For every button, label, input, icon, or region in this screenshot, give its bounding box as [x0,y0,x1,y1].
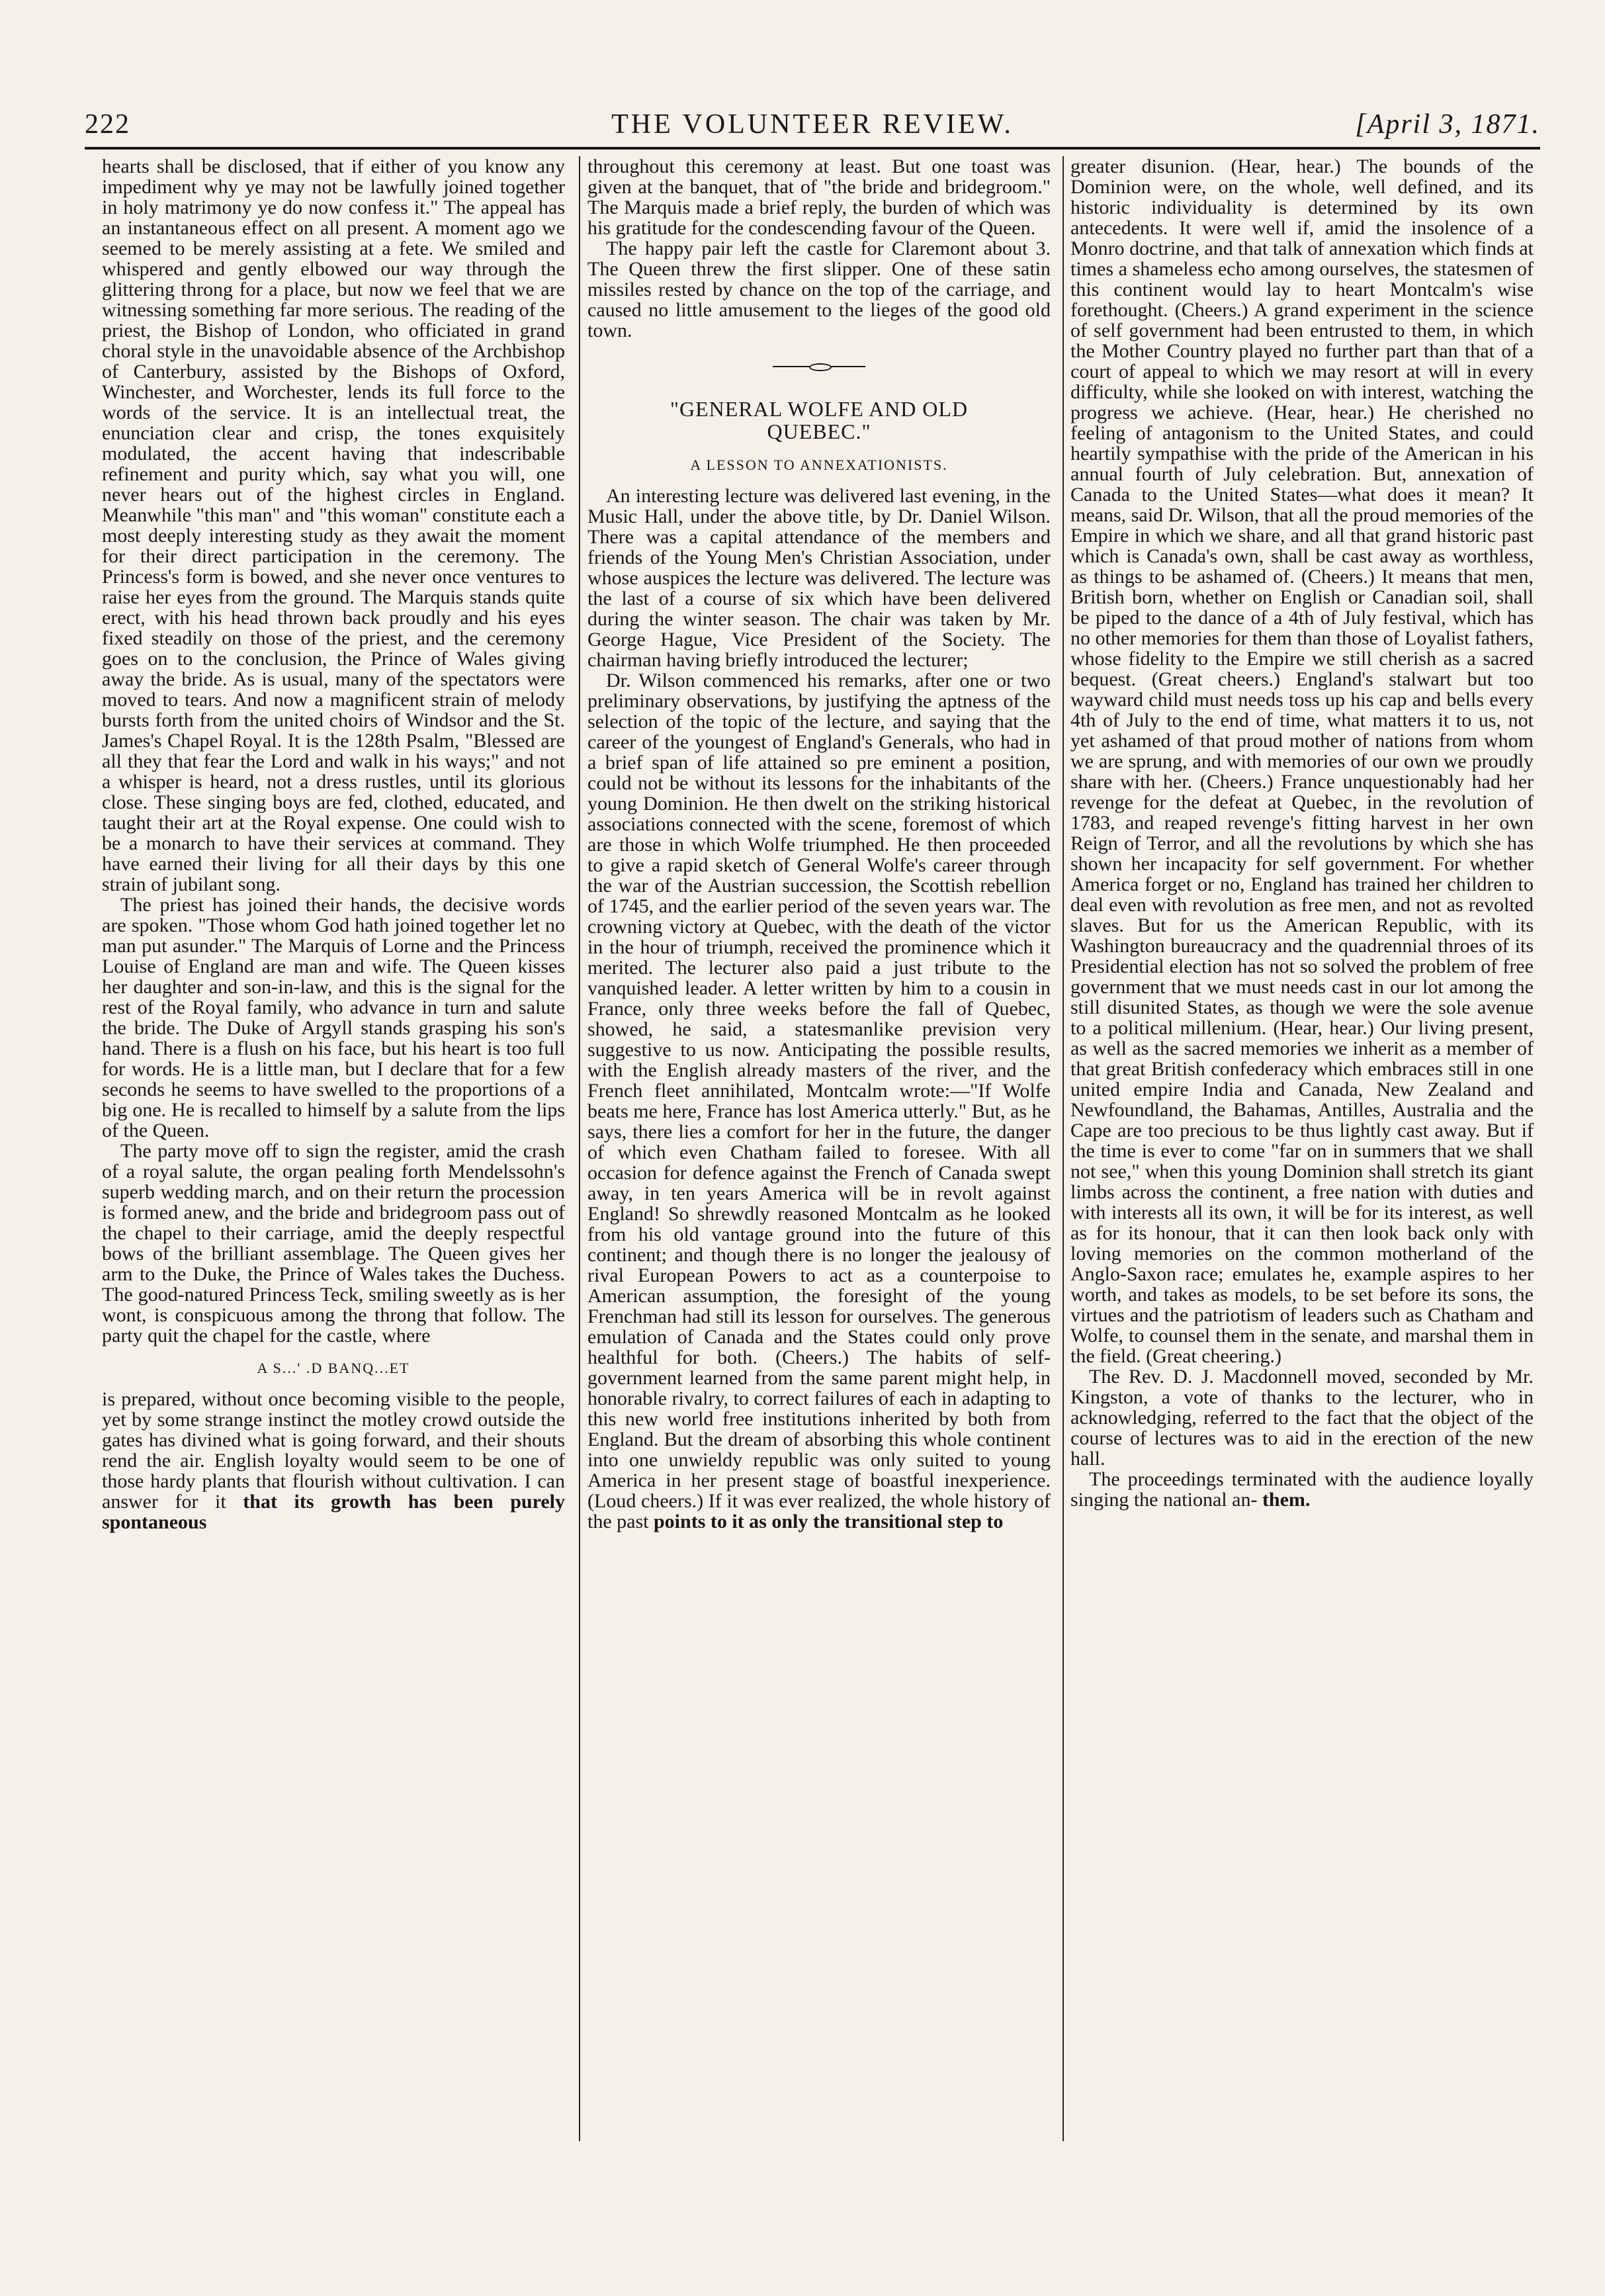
column-separator [1063,156,1064,2141]
page-number: 222 [85,109,130,140]
column-middle [587,156,1051,2141]
page-header [85,106,1540,146]
header-rule [85,147,1540,150]
paragraph-text: The proceedings terminated with the audience loyally singing the national an- [1070,1468,1534,1511]
paragraph: The Rev. D. J. Macdonnell moved, seconded by Mr. Kingston, a vote of thanks to the lecturer, who in acknowledging, referred to the fact that the object of the course of lectures was to aid in the erection of the new hall. [1070,1366,1534,1470]
column-left [102,156,565,2141]
paragraph-text: is prepared, without once becoming visible to the people, yet by some strange instinct the motley crowd outside the gates has divined what is going forward, and their shouts rend the air. English loyalty would seem to be one of those hardy plants that flourish without cultivation. I can answer for it [102,1388,565,1513]
journal-title: THE VOLUNTEER REVIEW. [611,109,1014,140]
paragraph-text: Dr. Wilson commenced his remarks, after one or two preliminary observations, by justifying the aptness of the selection of the topic of the lecture, and saying that the career of the youngest of England's Generals, who had in a brief span of life attained so pre eminent a position, could not be without its lessons for the inhabitants of the young Dominion. He then dwelt on the striking historical associations connected with the scene, foremost of which are those in which Wolfe triumphed. He then proceeded to give a rapid sketch of General Wolfe's career through the war of the Austrian succession, the Scottish rebellion of 1745, and the earlier period of the seven years war. The crowning victory at Quebec, with the death of the victor in the hour of triumph, received the prominence which it merited. The lecturer also paid a just tribute to the vanquished leader. A letter written by him to a cousin in France, only three weeks before the fall of Quebec, showed, he said, a statesmanlike prevision very suggestive to us now. Anticipating the possible results, with the English already masters of the river, and the French fleet annihilated, Montcalm wrote:—"If Wolfe beats me here, France has lost America utterly." But, as he says, there lies a comfort for her in the future, the danger of which even Chatham failed to foresee. With all occasion for defence against the French of Canada swept away, in ten years America will be in revolt against England! So shrewdly reasoned Montcalm as he looked from his old vantage ground into the future of this continent; and though there is no longer the jealousy of rival European Powers to act as a counterpoise to American assumption, the foresight of the young Frenchman had still its lesson for ourselves. The generous emulation of Canada and the States could only prove healthful for both. (Cheers.) The habits of self-government learned from the same parent might help, in honorable rivalry, to correct failures of each in adapting to this new world free institutions inherited by both from England. But the dream of absorbing this whole continent into one unwieldy republic was only suited to young America in her present stage of boastful inexperience. (Loud cheers.) If it was ever realized, the whole history of the past [587,670,1051,1532]
section-divider [773,363,865,370]
paragraph-bold-text: that its growth has been purely spontaneous [102,1491,565,1533]
section-subhead: A S...' .D BANQ...ET [257,1360,410,1376]
paragraph: An interesting lecture was delivered last evening, in the Music Hall, under the above title, by Dr. Daniel Wilson. There was a capital attendance of the members and friends of the Young Men's Christian Association, under whose auspices the lecture was delivered. The lecture was the last of a course of six which have been delivered during the winter season. The chair was taken by Mr. George Hague, Vice President of the Society. The chairman having briefly introduced the lecturer; [587,485,1051,671]
paragraph: The party move off to sign the register, amid the crash of a royal salute, the organ pealing forth Mendelssohn's superb wedding march, and on their return the procession is formed anew, and the bride and bridegroom pass out of the chapel to their carriage, amid the deeply respectful bows of the brilliant assemblage. The Queen gives her arm to the Duke, the Prince of Wales takes the Duchess. The good-natured Princess Teck, smiling sweetly as is her wont, is conspicuous among the throng that follow. The party quit the chapel for the castle, where [102,1140,565,1347]
column-right [1070,156,1534,2141]
paragraph-bold-text: them. [1262,1489,1311,1511]
paragraph: throughout this ceremony at least. But one toast was given at the banquet, that of "the bride and bridegroom." The Marquis made a brief reply, the burden of which was his gratitude for the condescending favour of the Queen. [587,156,1051,239]
article-title-line-1: "GENERAL WOLFE AND OLD [670,397,969,421]
paragraph [587,670,1051,1532]
column-separator [579,156,580,2141]
article-subtitle: A LESSON TO ANNEXATIONISTS. [690,457,948,473]
paragraph [1070,1469,1534,1510]
paragraph: greater disunion. (Hear, hear.) The bounds of the Dominion were, on the whole, well defined, and its historic individuality is determined by its own antecedents. It were well if, amid the insolence of a Monro doctrine, and that talk of annexation which finds at times a shameless echo among ourselves, the statesmen of this continent would lay to heart Montcalm's wise forethought. (Cheers.) A grand experiment in the science of self government had been entrusted to them, in which the Mother Country played no further part than that of a court of appeal to which we may resort at will in every difficulty, while she looked on with interest, watching the progress we achieve. (Hear, hear.) He cherished no feeling of antagonism to the United States, and could heartily sympathise with the pride of the American in his annual fourth of July celebration. But, annexation of Canada to the United States—what does it mean? It means, said Dr. Wilson, that all the proud memories of the Empire in which we share, and all that grand historic past which is Canada's own, shall be cast away as worthless, as things to be ashamed of. (Cheers.) It means that men, British born, whether on English or Canadian soil, shall be piped to the dance of a 4th of July festival, which has no other memories for them than those of Loyalist fathers, whose fidelity to the Empire we still cherish as a sacred bequest. (Great cheers.) England's stalwart but too wayward child must needs toss up his cap and bells every 4th of July to the end of time, what matters it to us, not yet ashamed of that proud mother of nations from whom we are sprung, and with memories of our own we proudly share with her. (Cheers.) France unquestionably had her revenge for the defeat at Quebec, in the revolution of 1783, and reaped revenge's fitting harvest in her own Reign of Terror, and all the revolutions by which she has shown her incapacity for self government. For whether America forget or no, England has trained her children to deal even with revolution as free men, and not as revolted slaves. But for us the American Republic, with its Washington bureaucracy and the quadrennial throes of its Presidential election has not so solved the problem of free government that we must needs cast in our lot among the still disunited States, as though we were the sole avenue to a political millenium. (Hear, hear.) Our living present, as well as the sacred memories we inherit as a member of that great British confederacy which embraces still in one united empire India and Canada, New Zealand and Newfoundland, the Bahamas, Antilles, Australia and the Cape are too precious to be thus lightly cast away. But if the time is ever to come "far on in summers that we shall not see," when this young Dominion shall stretch its giant limbs across the continent, a free nation with duties and with interests all its own, it will be for its interest, as well as for its honour, that it can then look back only with loving memories on the common motherland of the Anglo-Saxon race; emulates he, example aspires to her worth, and takes as models, to be set before its sons, the virtues and the patriotism of leaders such as Chatham and Wolfe, to counsel them in the senate, and marshal them in the field. (Great cheering.) [1070,156,1534,1367]
paragraph: The happy pair left the castle for Claremont about 3. The Queen threw the first slipper. One of these satin missiles rested by chance on the top of the carriage, and caused no little amusement to the lieges of the good old town. [587,238,1051,341]
article-title-line-2: QUEBEC." [767,419,871,443]
paragraph: hearts shall be disclosed, that if either of you know any impediment why ye may not be lawfully joined together in holy matrimony ye do now confess it." The appeal has an instantaneous effect on all present. A moment ago we seemed to be merely assisting at a fete. We smiled and whispered and gently elbowed our way through the glittering throng for a place, but now we feel that we are witnessing something far more serious. The reading of the priest, the Bishop of London, who officiated in grand choral style in the unavoidable absence of the Archbishop of Canterbury, assisted by the Bishops of Oxford, Winchester, and Worchester, lends its full force to the words of the service. It is an intellectual treat, the enunciation clear and crisp, the tones exquisitely modulated, the accent having that indescribable refinement and purity which, say what you will, one never hears out of the highest circles in England. Meanwhile "this man" and "this woman" constitute each a most deeply interesting study as they await the moment for their direct participation in the ceremony. The Princess's form is bowed, and she never once ventures to raise her eyes from the ground. The Marquis stands quite erect, with his head thrown back proudly and his eyes fixed steadily on those of the priest, and the ceremony goes on to the conclusion, the Prince of Wales giving away the bride. As is usual, many of the spectators were moved to tears. And now a magnificent strain of melody bursts forth from the united choirs of Windsor and the St. James's Chapel Royal. It is the 128th Psalm, "Blessed are all they that fear the Lord and walk in his ways;" and not a whisper is heard, not a dress rustles, until its glorious close. These singing boys are fed, clothed, educated, and taught their art at the Royal expense. One could wish to be a monarch to have their services at command. They have earned their living for all their days by this one strain of jubilant song. [102,156,565,895]
paragraph [102,1389,565,1532]
issue-date: [April 3, 1871. [1355,109,1540,140]
paragraph-bold-text: points to it as only the transitional step to [653,1511,1004,1532]
paragraph: The priest has joined their hands, the decisive words are spoken. "Those whom God hath joined together let no man put asunder." The Marquis of Lorne and the Princess Louise of England are man and wife. The Queen kisses her daughter and son-in-law, and this is the signal for the rest of the Royal family, who advance in turn and salute the bride. The Duke of Argyll stands grasping his son's hand. There is a flush on his face, but his heart is too full for words. He is a little man, but I declare that for a few seconds he seems to have swelled to the proportions of a big one. He is recalled to himself by a salute from the lips of the Queen. [102,894,565,1141]
